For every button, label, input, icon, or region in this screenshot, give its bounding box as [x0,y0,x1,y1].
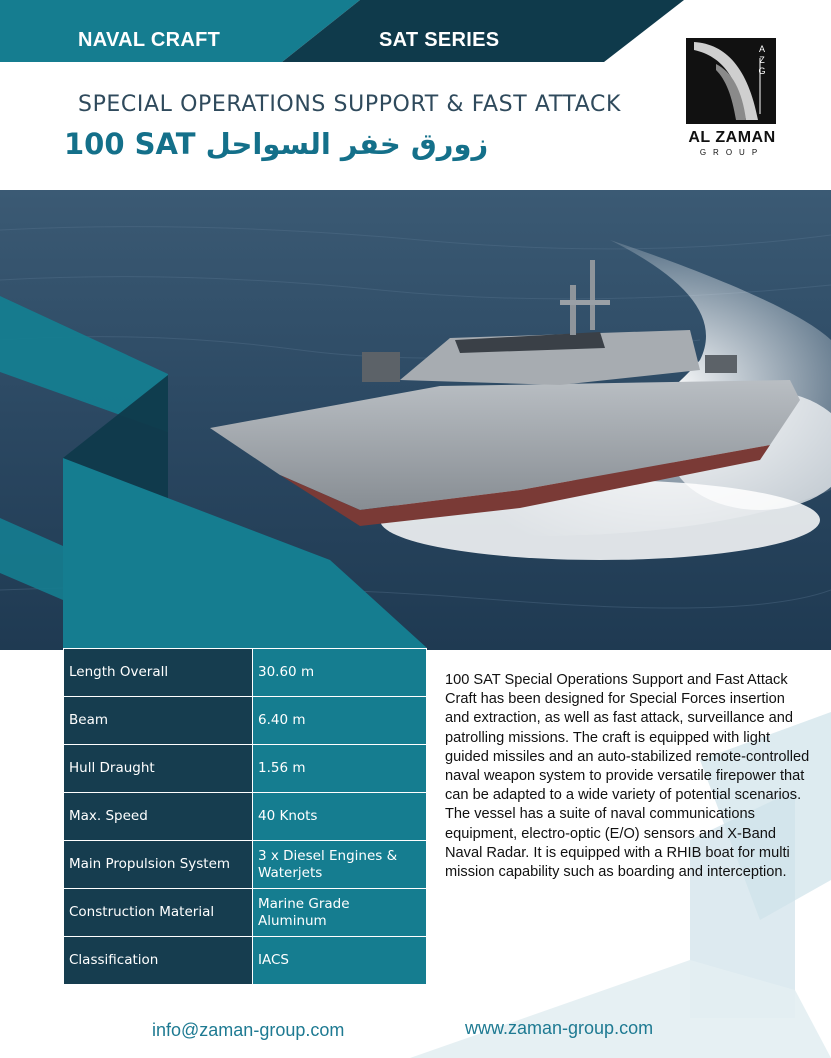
spec-value: 40 Knots [253,793,427,841]
page-subtitle: SPECIAL OPERATIONS SUPPORT & FAST ATTACK [78,92,621,117]
spec-value: IACS [253,937,427,985]
spec-label: Main Propulsion System [64,841,253,889]
spec-label: Classification [64,937,253,985]
logo-name: AL ZAMAN [688,129,776,146]
logo-group-text: GROUP [699,148,765,157]
spec-row [64,793,427,841]
spec-value: 1.56 m [253,745,427,793]
spec-row [64,841,427,889]
spec-label: Beam [64,697,253,745]
website-link[interactable]: www.zaman-group.com [465,1018,654,1038]
spec-row [64,745,427,793]
product-title: 100 SAT زورق خفر السواحل [64,127,489,161]
spec-row [64,937,427,985]
spec-row [64,889,427,937]
spec-label: Length Overall [64,649,253,697]
spec-value: 30.60 m [253,649,427,697]
spec-row [64,697,427,745]
specifications-table [63,648,427,985]
spec-label: Hull Draught [64,745,253,793]
spec-value: 6.40 m [253,697,427,745]
product-description: 100 SAT Special Operations Support and Fast Attack Craft has been designed for Special Forces insertion and extraction, as well as fast attack, surveillance and patrolling missions. The craft is equipped with light guided missiles and an auto-stabilized remote-controlled naval weapon system to provide versatile firepower that can be adapted to a wide variety of potential scenarios. The vessel has a suite of naval communications equipment, electro-optic (E/O) sensors and X-Band Naval Radar. It is equipped with a RHIB boat for multi mission capability such as boarding and interception. [445,672,810,881]
contact-email-link[interactable]: info@zaman-group.com [152,1020,345,1040]
spec-label: Construction Material [64,889,253,937]
spec-value: Marine Grade Aluminum [253,889,427,937]
logo-monogram: AZG [758,44,766,76]
spec-label: Max. Speed [64,793,253,841]
sat-series-tab: SAT SERIES [379,29,500,51]
spec-value: 3 x Diesel Engines & Waterjets [253,841,427,889]
naval-craft-tab: NAVAL CRAFT [78,29,221,51]
spec-row [64,649,427,697]
